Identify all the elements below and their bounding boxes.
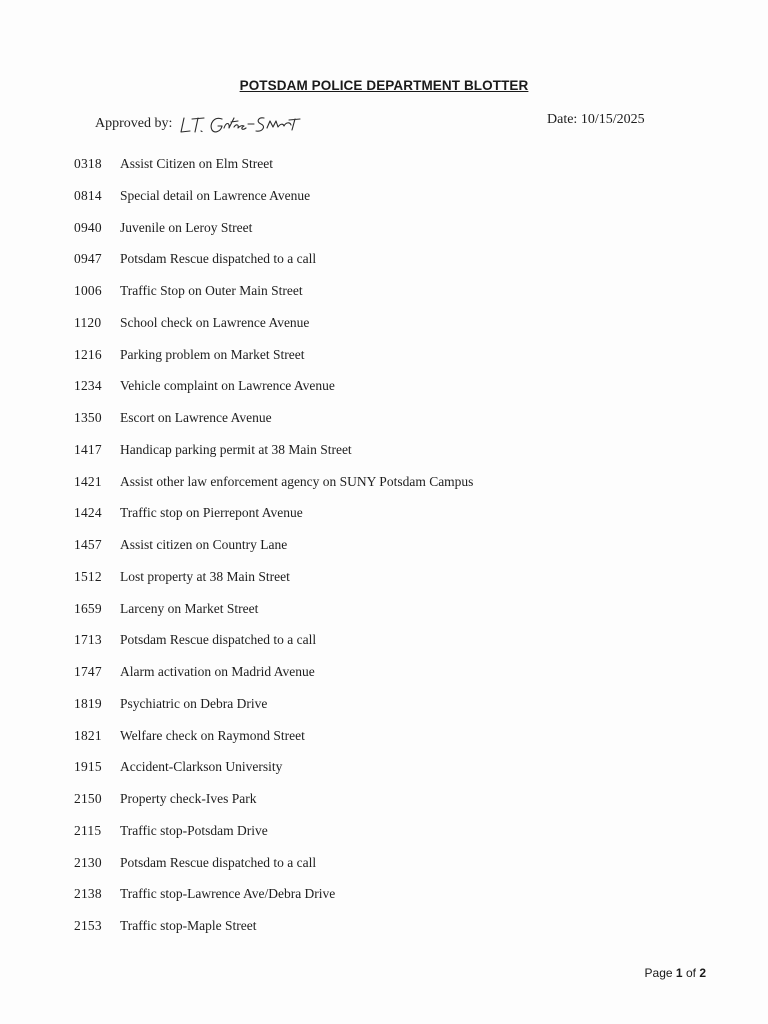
- approved-by-line: [95, 111, 308, 137]
- blotter-entry: [74, 885, 473, 917]
- entry-time: 2138: [74, 886, 102, 902]
- document-date: Date: 10/15/2025: [547, 112, 645, 127]
- blotter-entry: [74, 790, 473, 822]
- entry-description: Vehicle complaint on Lawrence Avenue: [120, 378, 335, 394]
- entry-description: Larceny on Market Street: [120, 600, 259, 616]
- page-current: 1: [675, 966, 683, 980]
- entry-description: Juvenile on Leroy Street: [120, 219, 253, 235]
- entry-description: Traffic stop-Potsdam Drive: [120, 822, 268, 838]
- entry-description: Welfare check on Raymond Street: [120, 727, 305, 743]
- entry-description: Traffic stop-Maple Street: [120, 918, 257, 933]
- blotter-entry: [74, 631, 473, 663]
- entry-time: 0814: [74, 187, 102, 203]
- blotter-entry: [74, 663, 473, 695]
- entry-time: 2130: [74, 854, 102, 870]
- blotter-entry: [74, 917, 473, 949]
- entry-time: 1819: [74, 695, 102, 711]
- blotter-entry: [74, 441, 473, 473]
- blotter-entry: [74, 377, 473, 409]
- blotter-entry: [74, 854, 473, 886]
- blotter-entry: [74, 346, 473, 378]
- blotter-entry: [74, 473, 473, 505]
- page-number: [645, 966, 706, 980]
- entry-time: 1350: [74, 410, 102, 425]
- blotter-entry: [74, 504, 473, 536]
- entry-description: Handicap parking permit at 38 Main Street: [120, 441, 352, 457]
- entry-description: Escort on Lawrence Avenue: [120, 410, 272, 425]
- entry-time: 1512: [74, 568, 102, 584]
- entry-time: 1417: [74, 441, 102, 457]
- entry-time: 1006: [74, 283, 102, 298]
- entry-description: Special detail on Lawrence Avenue: [120, 187, 311, 203]
- entry-time: 1234: [74, 378, 102, 394]
- blotter-entry: [74, 822, 473, 854]
- blotter-entry: [74, 536, 473, 568]
- entry-time: 0947: [74, 251, 102, 267]
- blotter-entry: [74, 155, 473, 187]
- blotter-entry: [74, 409, 473, 441]
- entry-description: Potsdam Rescue dispatched to a call: [120, 632, 317, 648]
- blotter-entry: [74, 250, 473, 282]
- entry-time: 1821: [74, 727, 102, 743]
- entry-description: Property check-Ives Park: [120, 791, 257, 806]
- document-title: POTSDAM POLICE DEPARTMENT BLOTTER: [239, 78, 529, 93]
- entry-description: Potsdam Rescue dispatched to a call: [120, 854, 317, 870]
- page-of: of: [685, 966, 696, 980]
- entry-time: 1713: [74, 632, 102, 648]
- entry-time: 2153: [74, 918, 102, 933]
- approved-by-label: Approved by:: [95, 116, 173, 131]
- blotter-entry: [74, 758, 473, 790]
- entry-time: 1120: [74, 314, 102, 330]
- blotter-entry: [74, 187, 473, 219]
- entry-description: Accident-Clarkson University: [120, 759, 283, 775]
- blotter-entry: [74, 282, 473, 314]
- blotter-entry: [74, 695, 473, 727]
- entry-description: Assist Citizen on Elm Street: [120, 156, 273, 171]
- entry-description: Lost property at 38 Main Street: [120, 568, 290, 584]
- entry-time: 2150: [74, 791, 102, 806]
- entry-description: Assist other law enforcement agency on SUNY Potsdam Campus: [120, 473, 474, 489]
- blotter-entry: [74, 314, 473, 346]
- entry-description: Parking problem on Market Street: [120, 346, 305, 362]
- entry-description: Traffic stop on Pierrepont Avenue: [120, 505, 303, 521]
- entry-description: Traffic Stop on Outer Main Street: [120, 283, 303, 298]
- entry-time: 1747: [74, 664, 102, 679]
- entry-description: Potsdam Rescue dispatched to a call: [120, 251, 317, 267]
- entry-description: School check on Lawrence Avenue: [120, 314, 310, 330]
- entry-time: 1421: [74, 473, 102, 489]
- entry-time: 1424: [74, 505, 102, 521]
- entry-description: Assist citizen on Country Lane: [120, 537, 288, 552]
- handwritten-signature: [178, 112, 308, 138]
- blotter-entry: [74, 568, 473, 600]
- entry-time: 1457: [74, 537, 102, 552]
- entry-description: Traffic stop-Lawrence Ave/Debra Drive: [120, 886, 336, 902]
- entry-description: Psychiatric on Debra Drive: [120, 695, 268, 711]
- blotter-entry-list: [74, 155, 473, 949]
- entry-time: 1216: [74, 346, 102, 362]
- blotter-entry: [74, 727, 473, 759]
- blotter-entry: [74, 219, 473, 251]
- blotter-entry: [74, 600, 473, 632]
- page-word: Page: [644, 966, 673, 980]
- page-total: 2: [699, 966, 706, 980]
- entry-time: 0318: [74, 156, 102, 171]
- entry-time: 0940: [74, 219, 102, 235]
- entry-description: Alarm activation on Madrid Avenue: [120, 664, 315, 679]
- entry-time: 1915: [74, 759, 102, 775]
- entry-time: 1659: [74, 600, 102, 616]
- entry-time: 2115: [74, 822, 102, 838]
